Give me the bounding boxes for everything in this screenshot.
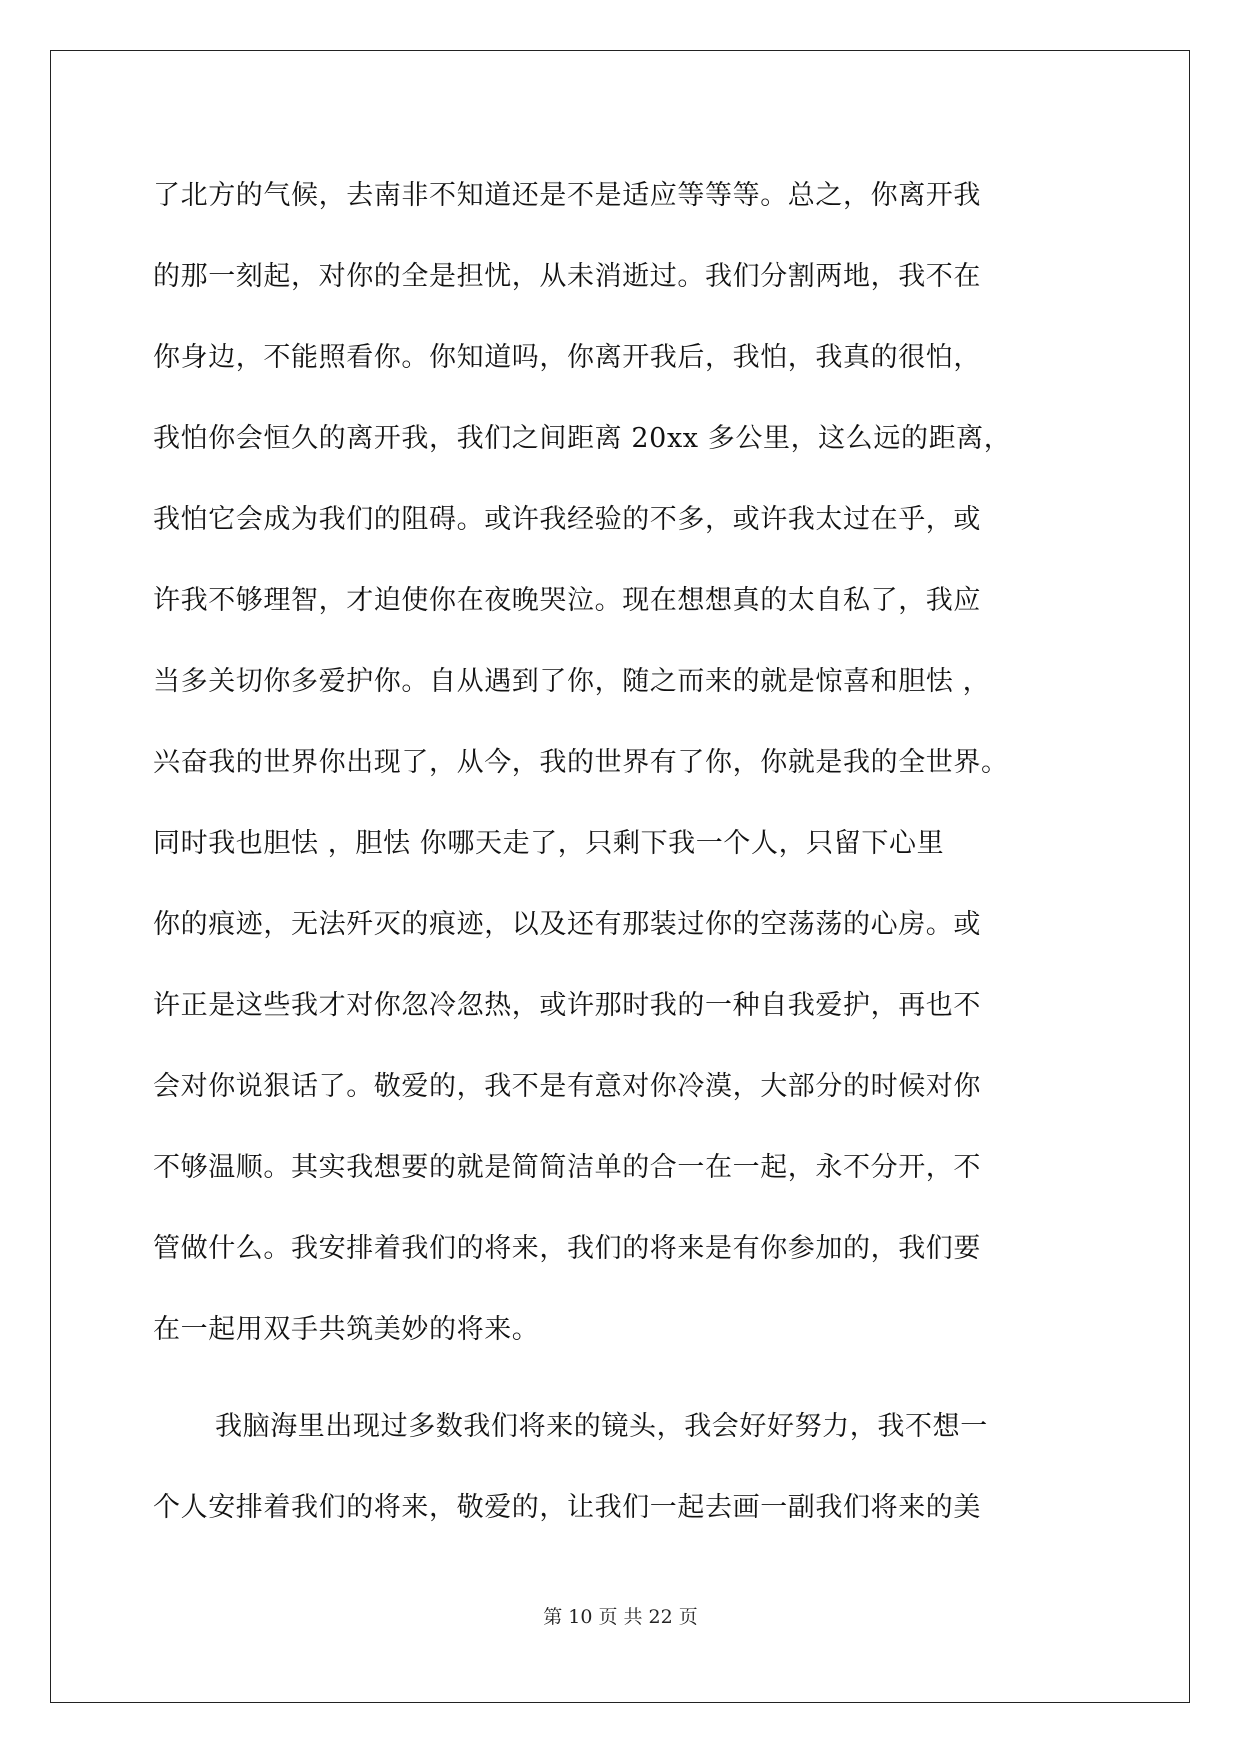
page-footer: 第 10 页 共 22 页: [543, 1606, 698, 1628]
text-line: 许正是这些我才对你忽冷忽热，或许那时我的一种自我爱护，再也不: [153, 990, 981, 1021]
text-line: 我脑海里出现过多数我们将来的镜头，我会好好努力，我不想一: [215, 1411, 988, 1442]
text-line: 当多关切你多爱护你。自从遇到了你，随之而来的就是惊喜和胆怯 ，: [153, 666, 991, 697]
text-line: 你身边，不能照看你。你知道吗，你离开我后，我怕，我真的很怕，: [153, 342, 981, 373]
text-line: 不够温顺。其实我想要的就是简简洁单的合一在一起，永不分开，不: [153, 1152, 981, 1183]
text-line: 了北方的气候，去南非不知道还是不是适应等等等。总之，你离开我: [153, 180, 981, 211]
document-body: [153, 155, 1098, 1548]
text-line: 同时我也胆怯 ，胆怯 你哪天走了，只剩下我一个人，只留下心里: [153, 828, 945, 859]
text-line: 会对你说狠话了。敬爱的，我不是有意对你冷漠，大部分的时候对你: [153, 1071, 981, 1102]
paragraph-gap: [153, 1370, 1098, 1386]
text-line: 我怕它会成为我们的阻碍。或许我经验的不多，或许我太过在乎，或: [153, 504, 981, 535]
text-line: 管做什么。我安排着我们的将来，我们的将来是有你参加的，我们要: [153, 1233, 981, 1264]
text-line: 的那一刻起，对你的全是担忧，从未消逝过。我们分割两地，我不在: [153, 261, 981, 292]
text-line: 我怕你会恒久的离开我，我们之间距离 20xx 多公里，这么远的距离，: [153, 423, 1012, 454]
text-line: 个人安排着我们的将来，敬爱的，让我们一起去画一副我们将来的美: [153, 1492, 981, 1523]
text-line: 兴奋我的世界你出现了，从今，我的世界有了你，你就是我的全世界。: [153, 747, 1009, 778]
text-line: 许我不够理智，才迫使你在夜晚哭泣。现在想想真的太自私了，我应: [153, 585, 981, 616]
text-line: 在一起用双手共筑美妙的将来。: [153, 1314, 540, 1345]
text-line: 你的痕迹，无法歼灭的痕迹，以及还有那装过你的空荡荡的心房。或: [153, 909, 981, 940]
